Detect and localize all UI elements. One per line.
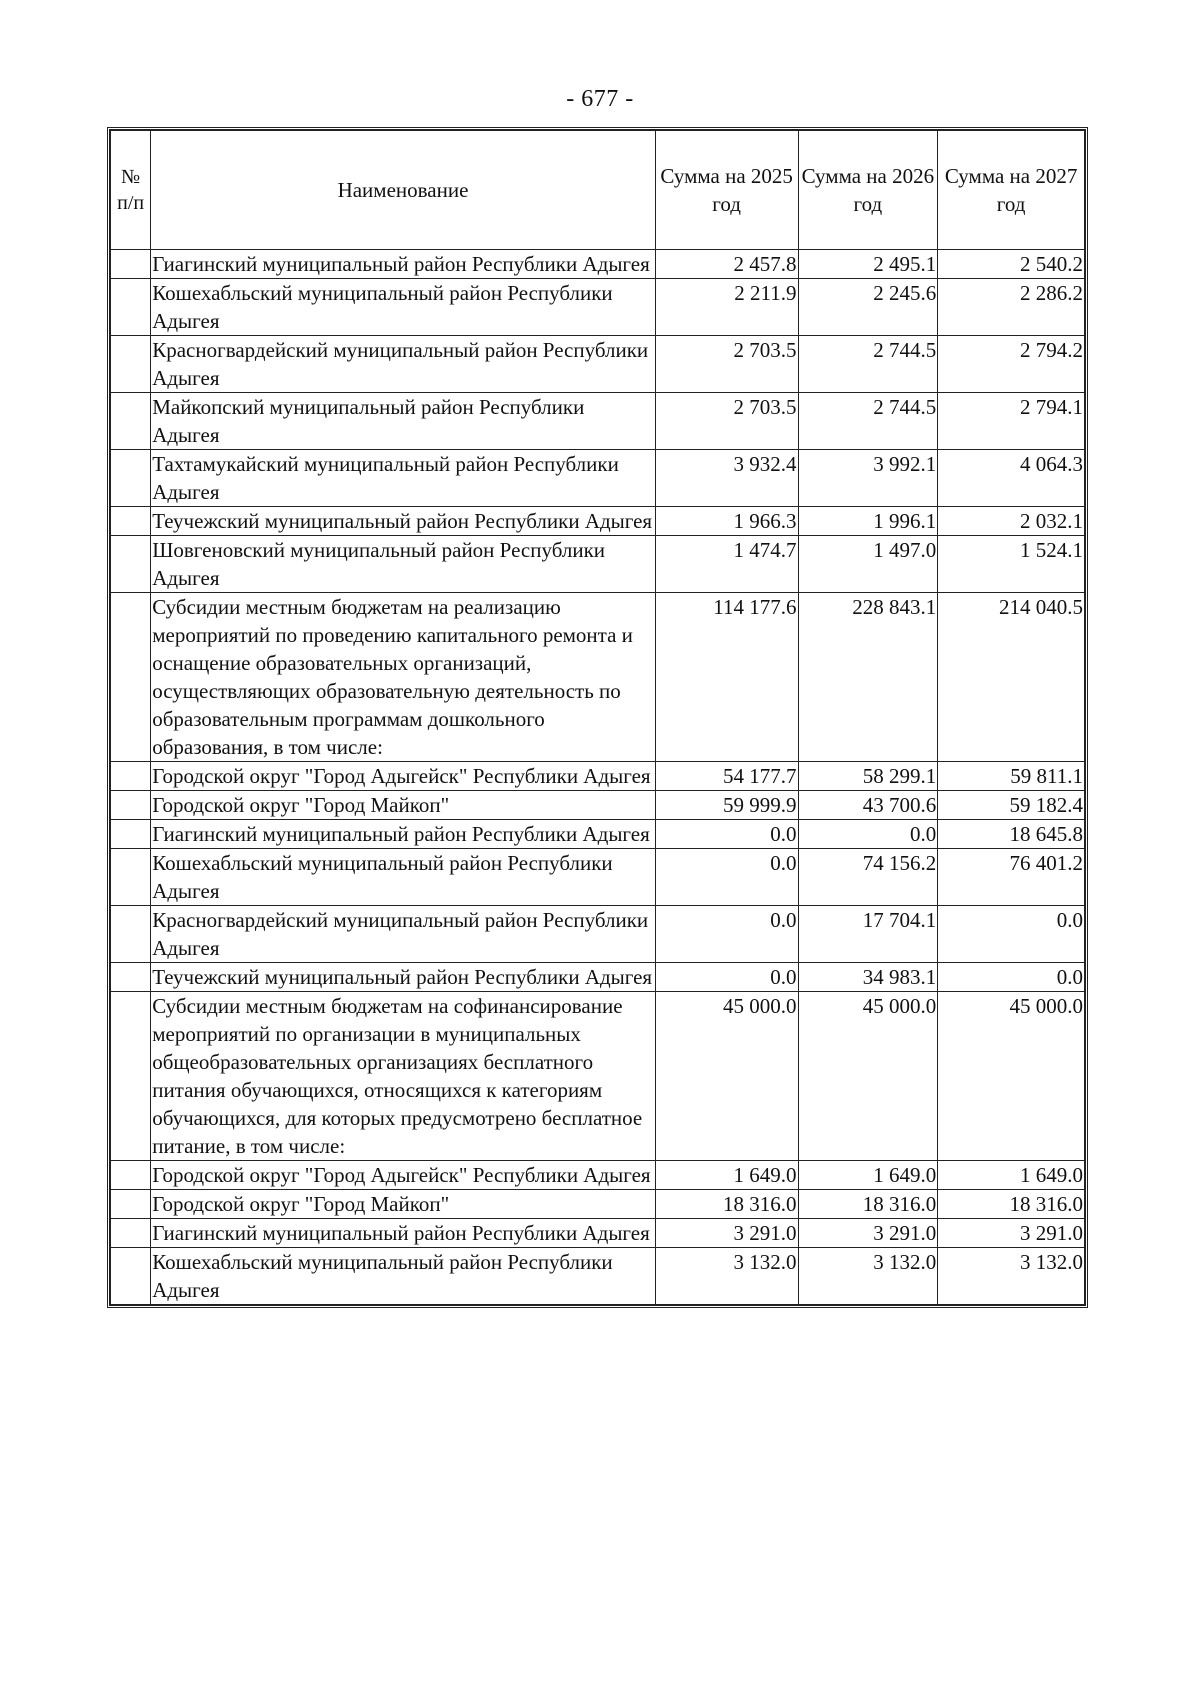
row-2027-cell: 2 286.2: [938, 279, 1085, 336]
page-number: - 677 -: [566, 86, 634, 112]
table-row: [111, 393, 1085, 450]
budget-table-frame: [107, 127, 1088, 1308]
row-name-cell: Тахтамукайский муниципальный район Республики Адыгея: [151, 450, 656, 507]
row-number-cell: [111, 1248, 151, 1305]
row-2026-cell: 2 245.6: [798, 279, 938, 336]
row-2027-cell: 1 649.0: [938, 1161, 1085, 1190]
row-number-cell: [111, 336, 151, 393]
row-2027-cell: 45 000.0: [938, 992, 1085, 1161]
row-2027-cell: 2 540.2: [938, 250, 1085, 279]
row-2025-cell: 114 177.6: [655, 593, 798, 762]
row-number-cell: [111, 1190, 151, 1219]
header-2027: Сумма на 2027 год: [938, 131, 1085, 250]
row-2027-cell: 18 316.0: [938, 1190, 1085, 1219]
row-2025-cell: 0.0: [655, 906, 798, 963]
row-name-cell: Кошехабльский муниципальный район Республики Адыгея: [151, 1248, 656, 1305]
row-name-cell: Красногвардейский муниципальный район Республики Адыгея: [151, 336, 656, 393]
row-number-cell: [111, 820, 151, 849]
row-2025-cell: 3 291.0: [655, 1219, 798, 1248]
row-2027-cell: 0.0: [938, 963, 1085, 992]
row-2025-cell: 1 649.0: [655, 1161, 798, 1190]
table-row: [111, 1248, 1085, 1305]
header-2025: Сумма на 2025 год: [655, 131, 798, 250]
table-row: [111, 336, 1085, 393]
row-2027-cell: 18 645.8: [938, 820, 1085, 849]
row-number-cell: [111, 992, 151, 1161]
row-number-cell: [111, 279, 151, 336]
row-2026-cell: 2 744.5: [798, 393, 938, 450]
row-2026-cell: 3 992.1: [798, 450, 938, 507]
row-name-cell: Кошехабльский муниципальный район Республики Адыгея: [151, 279, 656, 336]
row-2026-cell: 1 996.1: [798, 507, 938, 536]
row-name-cell: Городской округ "Город Адыгейск" Республики Адыгея: [151, 1161, 656, 1190]
row-number-cell: [111, 963, 151, 992]
row-2026-cell: 34 983.1: [798, 963, 938, 992]
header-2026: Сумма на 2026 год: [798, 131, 938, 250]
row-2026-cell: 2 495.1: [798, 250, 938, 279]
row-number-cell: [111, 536, 151, 593]
table-row: [111, 849, 1085, 906]
row-2026-cell: 3 291.0: [798, 1219, 938, 1248]
row-2025-cell: 45 000.0: [655, 992, 798, 1161]
row-2026-cell: 43 700.6: [798, 791, 938, 820]
table-row: [111, 593, 1085, 762]
row-2026-cell: 1 649.0: [798, 1161, 938, 1190]
table-header-row: [111, 131, 1085, 250]
row-2026-cell: 58 299.1: [798, 762, 938, 791]
row-2026-cell: 2 744.5: [798, 336, 938, 393]
row-2025-cell: 0.0: [655, 820, 798, 849]
row-number-cell: [111, 849, 151, 906]
row-name-cell: Красногвардейский муниципальный район Республики Адыгея: [151, 906, 656, 963]
row-2027-cell: 3 132.0: [938, 1248, 1085, 1305]
row-2025-cell: 18 316.0: [655, 1190, 798, 1219]
row-2025-cell: 2 703.5: [655, 393, 798, 450]
row-2026-cell: 18 316.0: [798, 1190, 938, 1219]
table-row: [111, 906, 1085, 963]
row-2027-cell: 4 064.3: [938, 450, 1085, 507]
table-row: [111, 963, 1085, 992]
row-2027-cell: 76 401.2: [938, 849, 1085, 906]
table-row: [111, 1219, 1085, 1248]
row-number-cell: [111, 507, 151, 536]
row-2025-cell: 2 211.9: [655, 279, 798, 336]
table-row: [111, 1190, 1085, 1219]
row-name-cell: Городской округ "Город Майкоп": [151, 791, 656, 820]
table-row: [111, 992, 1085, 1161]
table-row: [111, 507, 1085, 536]
row-2027-cell: 214 040.5: [938, 593, 1085, 762]
table-row: [111, 791, 1085, 820]
row-2027-cell: 2 794.1: [938, 393, 1085, 450]
row-2027-cell: 2 794.2: [938, 336, 1085, 393]
row-name-cell: Субсидии местным бюджетам на реализацию мероприятий по проведению капитального ремонта и оснащение образовательных организаций, осуществляющих образовательную деятельность по образовательным программам дошкольного образования, в том числе:: [151, 593, 656, 762]
row-2026-cell: 17 704.1: [798, 906, 938, 963]
table-row: [111, 536, 1085, 593]
row-name-cell: Шовгеновский муниципальный район Республики Адыгея: [151, 536, 656, 593]
row-2026-cell: 0.0: [798, 820, 938, 849]
row-name-cell: Гиагинский муниципальный район Республики Адыгея: [151, 250, 656, 279]
table-row: [111, 250, 1085, 279]
row-2027-cell: 1 524.1: [938, 536, 1085, 593]
row-name-cell: Кошехабльский муниципальный район Республики Адыгея: [151, 849, 656, 906]
row-name-cell: Майкопский муниципальный район Республики Адыгея: [151, 393, 656, 450]
row-2026-cell: 1 497.0: [798, 536, 938, 593]
budget-table: [110, 130, 1085, 1305]
header-number: № п/п: [111, 131, 151, 250]
row-number-cell: [111, 906, 151, 963]
row-number-cell: [111, 762, 151, 791]
row-number-cell: [111, 393, 151, 450]
row-number-cell: [111, 1161, 151, 1190]
table-row: [111, 820, 1085, 849]
row-2025-cell: 0.0: [655, 849, 798, 906]
row-name-cell: Городской округ "Город Майкоп": [151, 1190, 656, 1219]
row-2025-cell: 3 132.0: [655, 1248, 798, 1305]
row-number-cell: [111, 791, 151, 820]
row-2026-cell: 228 843.1: [798, 593, 938, 762]
row-2025-cell: 2 457.8: [655, 250, 798, 279]
row-number-cell: [111, 593, 151, 762]
row-2025-cell: 1 966.3: [655, 507, 798, 536]
row-2026-cell: 3 132.0: [798, 1248, 938, 1305]
row-name-cell: Гиагинский муниципальный район Республики Адыгея: [151, 1219, 656, 1248]
row-2025-cell: 54 177.7: [655, 762, 798, 791]
row-2027-cell: 59 811.1: [938, 762, 1085, 791]
row-name-cell: Гиагинский муниципальный район Республики Адыгея: [151, 820, 656, 849]
row-2025-cell: 59 999.9: [655, 791, 798, 820]
table-row: [111, 450, 1085, 507]
table-row: [111, 762, 1085, 791]
row-2026-cell: 45 000.0: [798, 992, 938, 1161]
row-2027-cell: 2 032.1: [938, 507, 1085, 536]
table-row: [111, 1161, 1085, 1190]
row-2026-cell: 74 156.2: [798, 849, 938, 906]
row-name-cell: Субсидии местным бюджетам на софинансирование мероприятий по организации в муниципальных общеобразовательных организациях бесплатного питания обучающихся, относящихся к категориям обучающихся, для которых предусмотрено бесплатное питание, в том числе:: [151, 992, 656, 1161]
row-2027-cell: 3 291.0: [938, 1219, 1085, 1248]
table-row: [111, 279, 1085, 336]
row-name-cell: Городской округ "Город Адыгейск" Республики Адыгея: [151, 762, 656, 791]
row-name-cell: Теучежский муниципальный район Республики Адыгея: [151, 507, 656, 536]
header-name: Наименование: [151, 131, 656, 250]
row-2025-cell: 2 703.5: [655, 336, 798, 393]
row-number-cell: [111, 450, 151, 507]
row-number-cell: [111, 250, 151, 279]
row-number-cell: [111, 1219, 151, 1248]
row-2025-cell: 3 932.4: [655, 450, 798, 507]
row-2025-cell: 0.0: [655, 963, 798, 992]
row-2025-cell: 1 474.7: [655, 536, 798, 593]
row-2027-cell: 59 182.4: [938, 791, 1085, 820]
row-name-cell: Теучежский муниципальный район Республики Адыгея: [151, 963, 656, 992]
row-2027-cell: 0.0: [938, 906, 1085, 963]
